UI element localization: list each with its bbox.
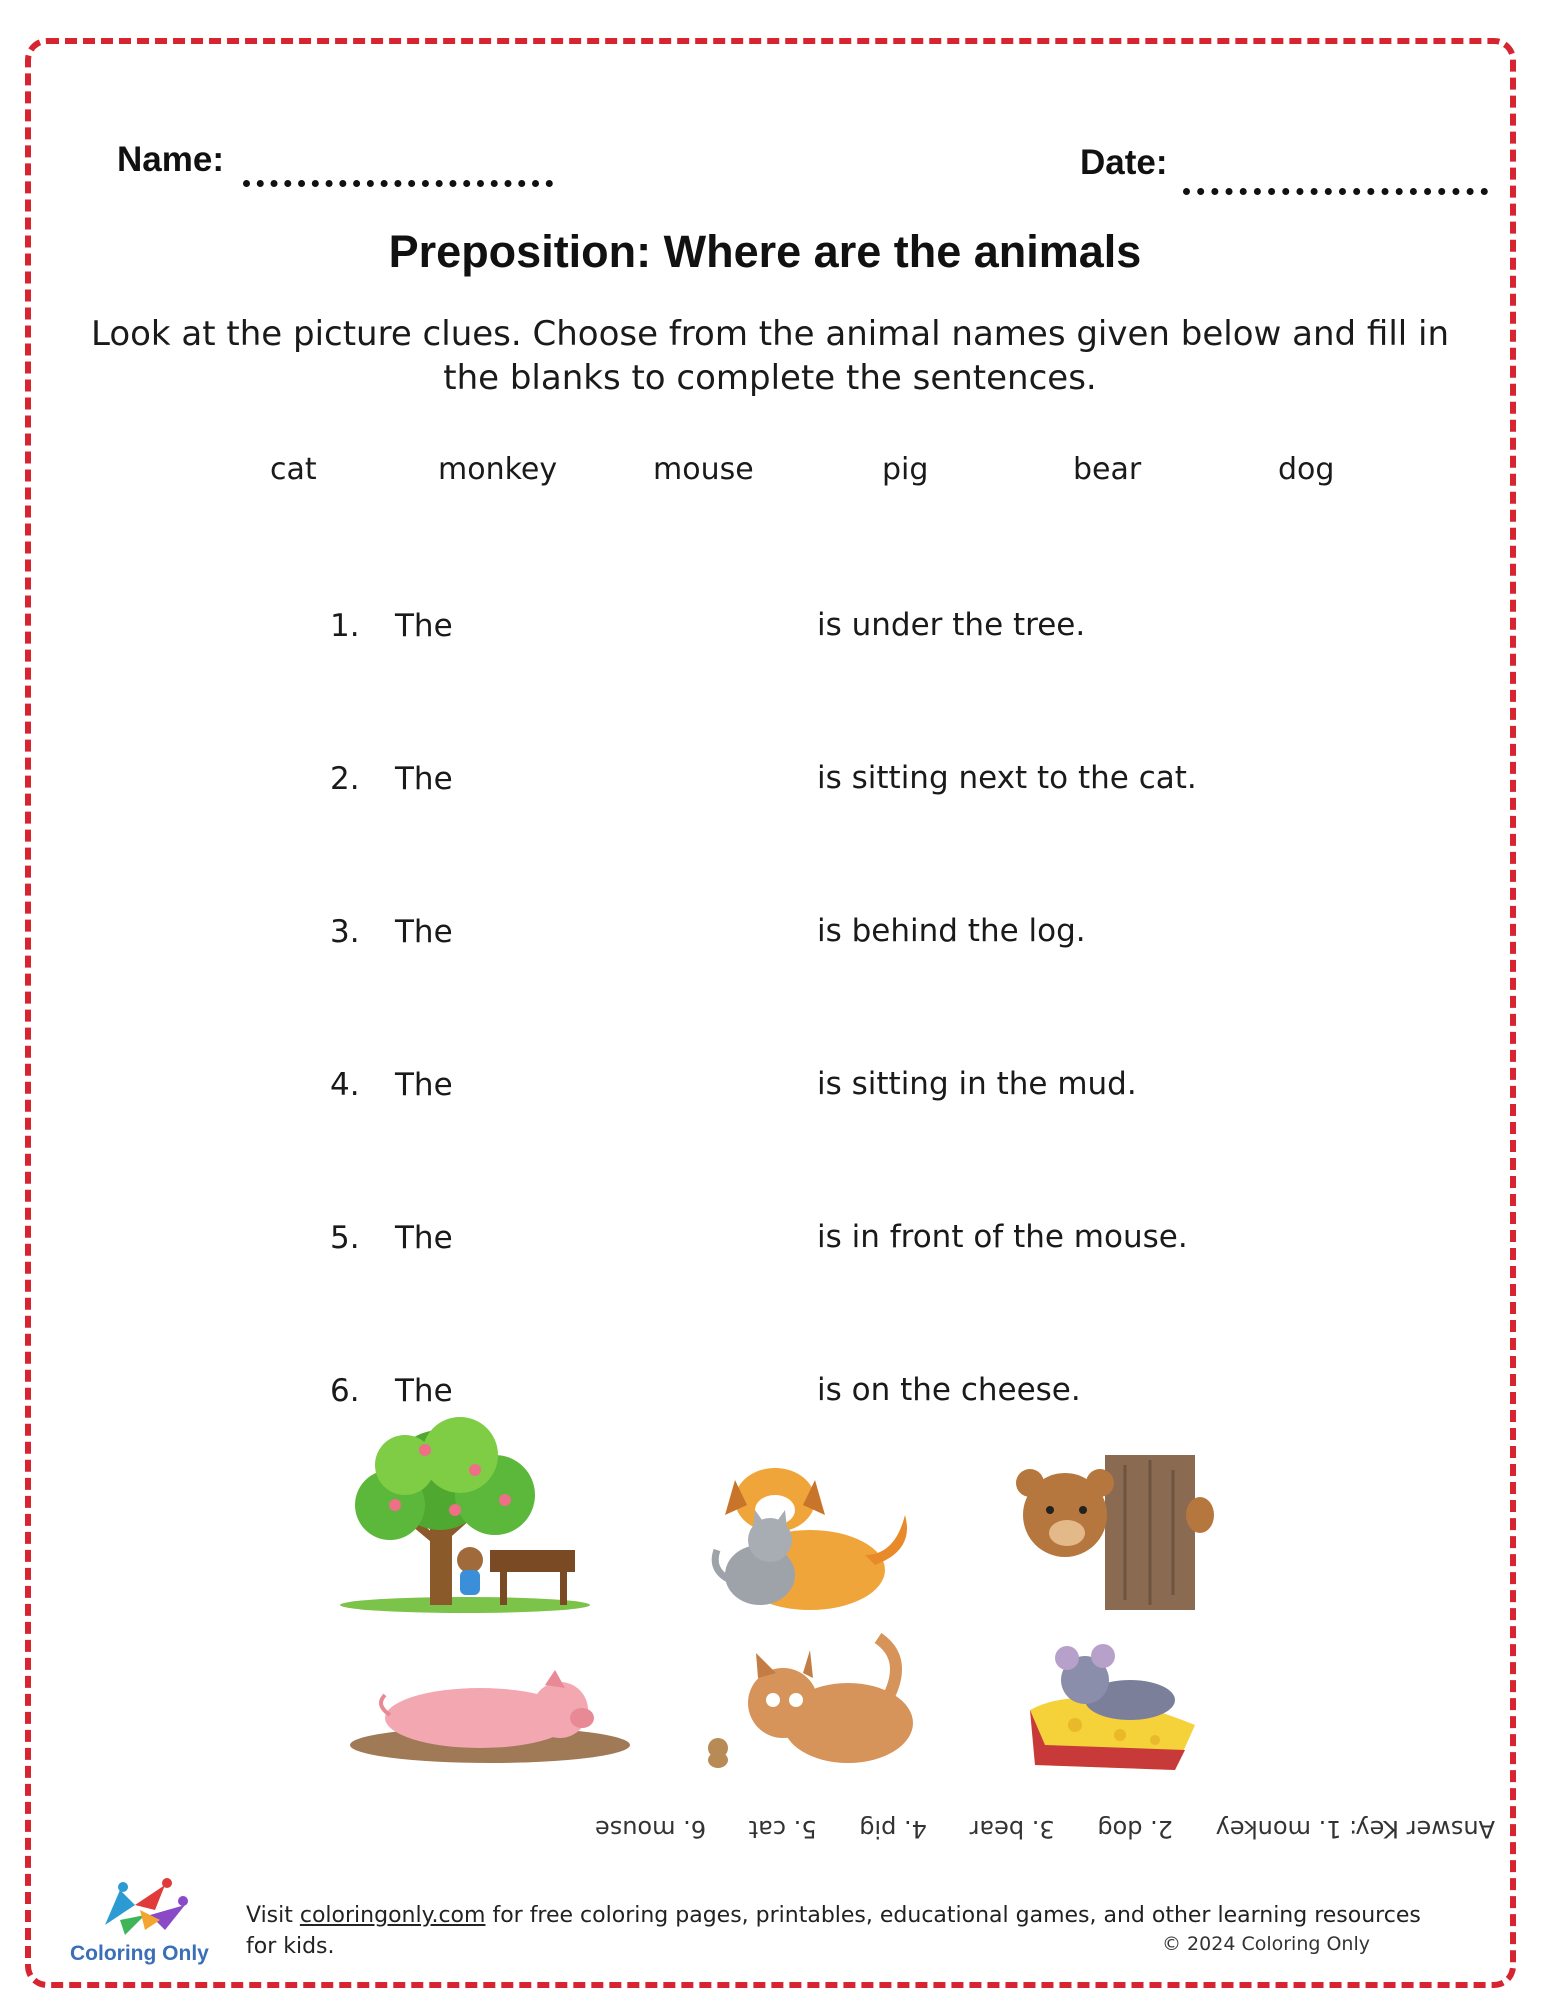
question-number: 1. xyxy=(330,608,360,644)
question-start: The xyxy=(395,1220,453,1256)
word-bank-dog: dog xyxy=(1278,452,1335,487)
question-end: is sitting next to the cat. xyxy=(817,760,1197,796)
answer-key-item: Answer Key: 1. monkey xyxy=(1215,1815,1495,1843)
instructions: Look at the picture clues. Choose from the animal names given below and fill in the blanks to complete the sentences. xyxy=(90,314,1450,398)
date-label: Date: xyxy=(1080,143,1168,182)
question-number: 6. xyxy=(330,1373,360,1409)
question-end: is under the tree. xyxy=(817,607,1086,643)
copyright: © 2024 Coloring Only xyxy=(1162,1933,1370,1955)
word-bank-pig: pig xyxy=(882,452,929,487)
answer-key xyxy=(595,1815,1495,1843)
footer-visit: Visit xyxy=(246,1903,300,1928)
question-number: 3. xyxy=(330,914,360,950)
question-end: is on the cheese. xyxy=(817,1372,1081,1408)
name-label: Name: xyxy=(117,140,224,179)
answer-key-item: 6. mouse xyxy=(595,1815,707,1843)
answer-key-item: 4. pig xyxy=(859,1815,927,1843)
question-number: 4. xyxy=(330,1067,360,1103)
word-bank-mouse: mouse xyxy=(653,452,754,487)
question-number: 2. xyxy=(330,761,360,797)
question-number: 5. xyxy=(330,1220,360,1256)
page-title: Preposition: Where are the animals xyxy=(388,226,1142,277)
cat-mouse-picture xyxy=(698,1628,928,1773)
answer-key-item: 5. cat xyxy=(748,1815,817,1843)
question-end: is in front of the mouse. xyxy=(817,1219,1188,1255)
question-start: The xyxy=(395,608,453,644)
answer-key-item: 3. bear xyxy=(969,1815,1055,1843)
date-field-line[interactable] xyxy=(1183,188,1488,195)
footer-link[interactable]: coloringonly.com xyxy=(299,1903,486,1928)
word-bank-bear: bear xyxy=(1073,452,1142,487)
dog-cat-picture xyxy=(705,1460,925,1615)
question-start: The xyxy=(395,761,453,797)
question-end: is sitting in the mud. xyxy=(817,1066,1137,1102)
question-start: The xyxy=(395,1373,453,1409)
footer-rest: for free coloring pages, printables, educational games, and other learning resources for kids. xyxy=(246,1903,1421,1959)
pig-mud-picture xyxy=(350,1660,635,1770)
bear-log-picture xyxy=(1005,1455,1215,1615)
word-bank-monkey: monkey xyxy=(438,452,558,487)
question-end: is behind the log. xyxy=(817,913,1086,949)
answer-key-item: 2. dog xyxy=(1097,1815,1174,1843)
word-bank-cat: cat xyxy=(270,452,317,487)
question-start: The xyxy=(395,1067,453,1103)
coloring-only-logo-icon xyxy=(95,1875,195,1937)
tree-monkey-picture xyxy=(335,1410,600,1615)
mouse-cheese-picture xyxy=(1025,1640,1205,1775)
name-field-line[interactable] xyxy=(243,180,553,187)
question-start: The xyxy=(395,914,453,950)
logo-text: Coloring Only xyxy=(70,1942,209,1965)
